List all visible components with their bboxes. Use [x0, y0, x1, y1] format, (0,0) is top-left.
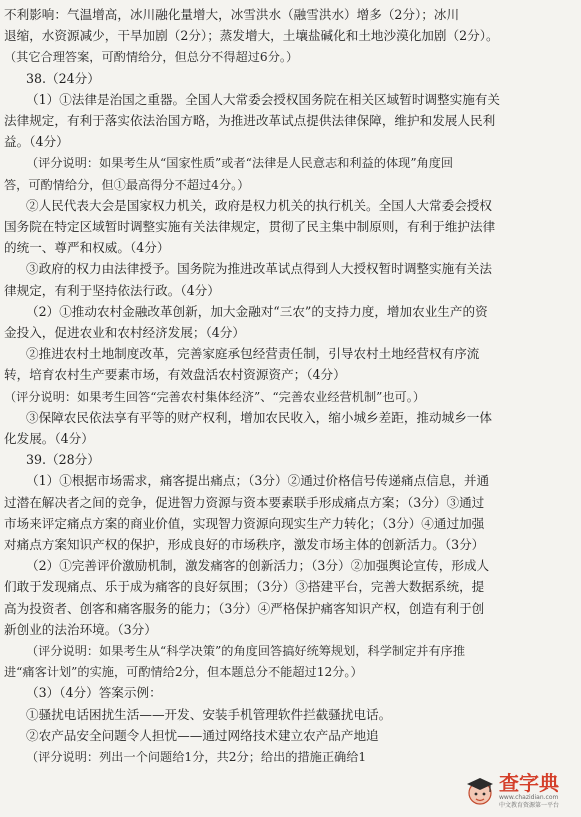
watermark-logo [465, 771, 575, 811]
text-line: ②推进农村土地制度改革，完善家庭承包经营责任制，引导农村土地经营权有序流 [26, 346, 480, 362]
text-line: 不利影响：气温增高，冰川融化量增大，冰雪洪水（融雪洪水）增多（2分）；冰川 [4, 7, 460, 22]
text-line: ②人民代表大会是国家权力机关，政府是权力机关的执行机关。全国人大常委会授权 [26, 197, 492, 213]
scoring-note-line: （评分说明：列出一个问题给1分，共2分；给出的措施正确给1 [26, 750, 367, 764]
scoring-note-line: （评分说明：如果考生回答“完善农村集体经济”、“完善农业经营机制”也可。） [4, 389, 426, 404]
text-line: 律规定，有利于坚持依法行政。（4分） [4, 282, 220, 298]
text-line: （2）①推动农村金融改革创新，加大金融对“三农”的支持力度，增加农业生产的资 [26, 303, 488, 319]
logo-brand: 查字典 [499, 771, 559, 795]
text-line: 化发展。（4分） [4, 431, 94, 446]
text-line: 转，培育农村生产要素市场，有效盘活农村资源资产；（4分） [4, 367, 346, 383]
text-line: 退缩，水资源减少，干旱加剧（2分）；蒸发增大，土壤盐碱化和土地沙漠化加剧（2分）。 [4, 28, 499, 44]
text-line: 过潜在解决者之间的竞争，促进智力资源与资本要素联手形成痛点方案；（3分）③通过 [4, 494, 485, 510]
scoring-note-line: （评分说明：如果考生从“科学决策”的角度回答搞好统筹规划，科学制定并有序推 [26, 644, 466, 658]
text-line: （1）①根据市场需求，痛客提出痛点；（3分）②通过价格信号传递痛点信息，并通 [26, 473, 490, 489]
text-line: 国务院在特定区域暂时调整实施有关法律规定，贯彻了民主集中制原则，有利于维护法律 [4, 219, 496, 234]
text-line: 市场来评定痛点方案的商业价值，实现智力资源向现实生产力转化；（3分）④通过加强 [4, 515, 485, 531]
text-line: （1）①法律是治国之重器。全国人大常委会授权国务院在相关区域暂时调整实施有关 [26, 91, 500, 107]
graduation-cap-icon [465, 775, 495, 807]
text-line: （2）①完善评价激励机制，激发痛客的创新活力；（3分）②加强舆论宣传，形成人 [26, 558, 490, 574]
text-line: 对痛点方案知识产权的保护，形成良好的市场秩序，激发市场主体的创新活力。（3分） [4, 537, 485, 552]
scoring-note-line: 答，可酌情给分，但①最高得分不超过4分。） [4, 177, 250, 192]
text-line: 金投入，促进农业和农村经济发展；（4分） [4, 325, 245, 340]
text-line: 益。（4分） [4, 134, 69, 150]
logo-slogan: 中文教育资源第一平台 [499, 802, 560, 809]
text-line: 们敢于发现痛点、乐于成为痛客的良好氛围；（3分）③搭建平台，完善大数据系统，提 [4, 579, 485, 595]
text-line: 的统一、尊严和权威。（4分） [4, 240, 170, 256]
text-line: 高为投资者、创客和痛客服务的能力；（3分）④严格保护痛客知识产权，创造有利于创 [4, 600, 485, 616]
text-line: ②农产品安全问题令人担忧——通过网络技术建立农产品产地追 [26, 727, 379, 743]
text-line: 新创业的法治环境。（3分） [4, 621, 157, 637]
text-line: （3）（4分）答案示例： [26, 685, 162, 701]
scoring-note-line: （评分说明：如果考生从“国家性质”或者“法律是人民意志和利益的体现”角度回 [26, 156, 454, 171]
text-line: 法律规定，有利于落实依法治国方略，为推进改革试点提供法律保障，维护和发展人民利 [4, 113, 496, 128]
scoring-note-line: （其它合理答案，可酌情给分，但总分不得超过6分。） [4, 50, 299, 65]
scoring-note-line: 进“痛客计划”的实施，可酌情给2分，但本题总分不能超过12分。） [4, 665, 363, 680]
text-line: ③保障农民依法享有平等的财产权利，增加农民收入，缩小城乡差距，推动城乡一体 [26, 409, 492, 425]
logo-url: www.chazidian.com [499, 794, 559, 801]
text-line: ③政府的权力由法律授予。国务院为推进改革试点得到人大授权暂时调整实施有关法 [26, 261, 492, 277]
text-line: ①骚扰电话困扰生活——开发、安装手机管理软件拦截骚扰电话。 [26, 706, 392, 722]
text-line: 38.（24分） [26, 70, 100, 86]
text-line: 39.（28分） [26, 452, 100, 468]
